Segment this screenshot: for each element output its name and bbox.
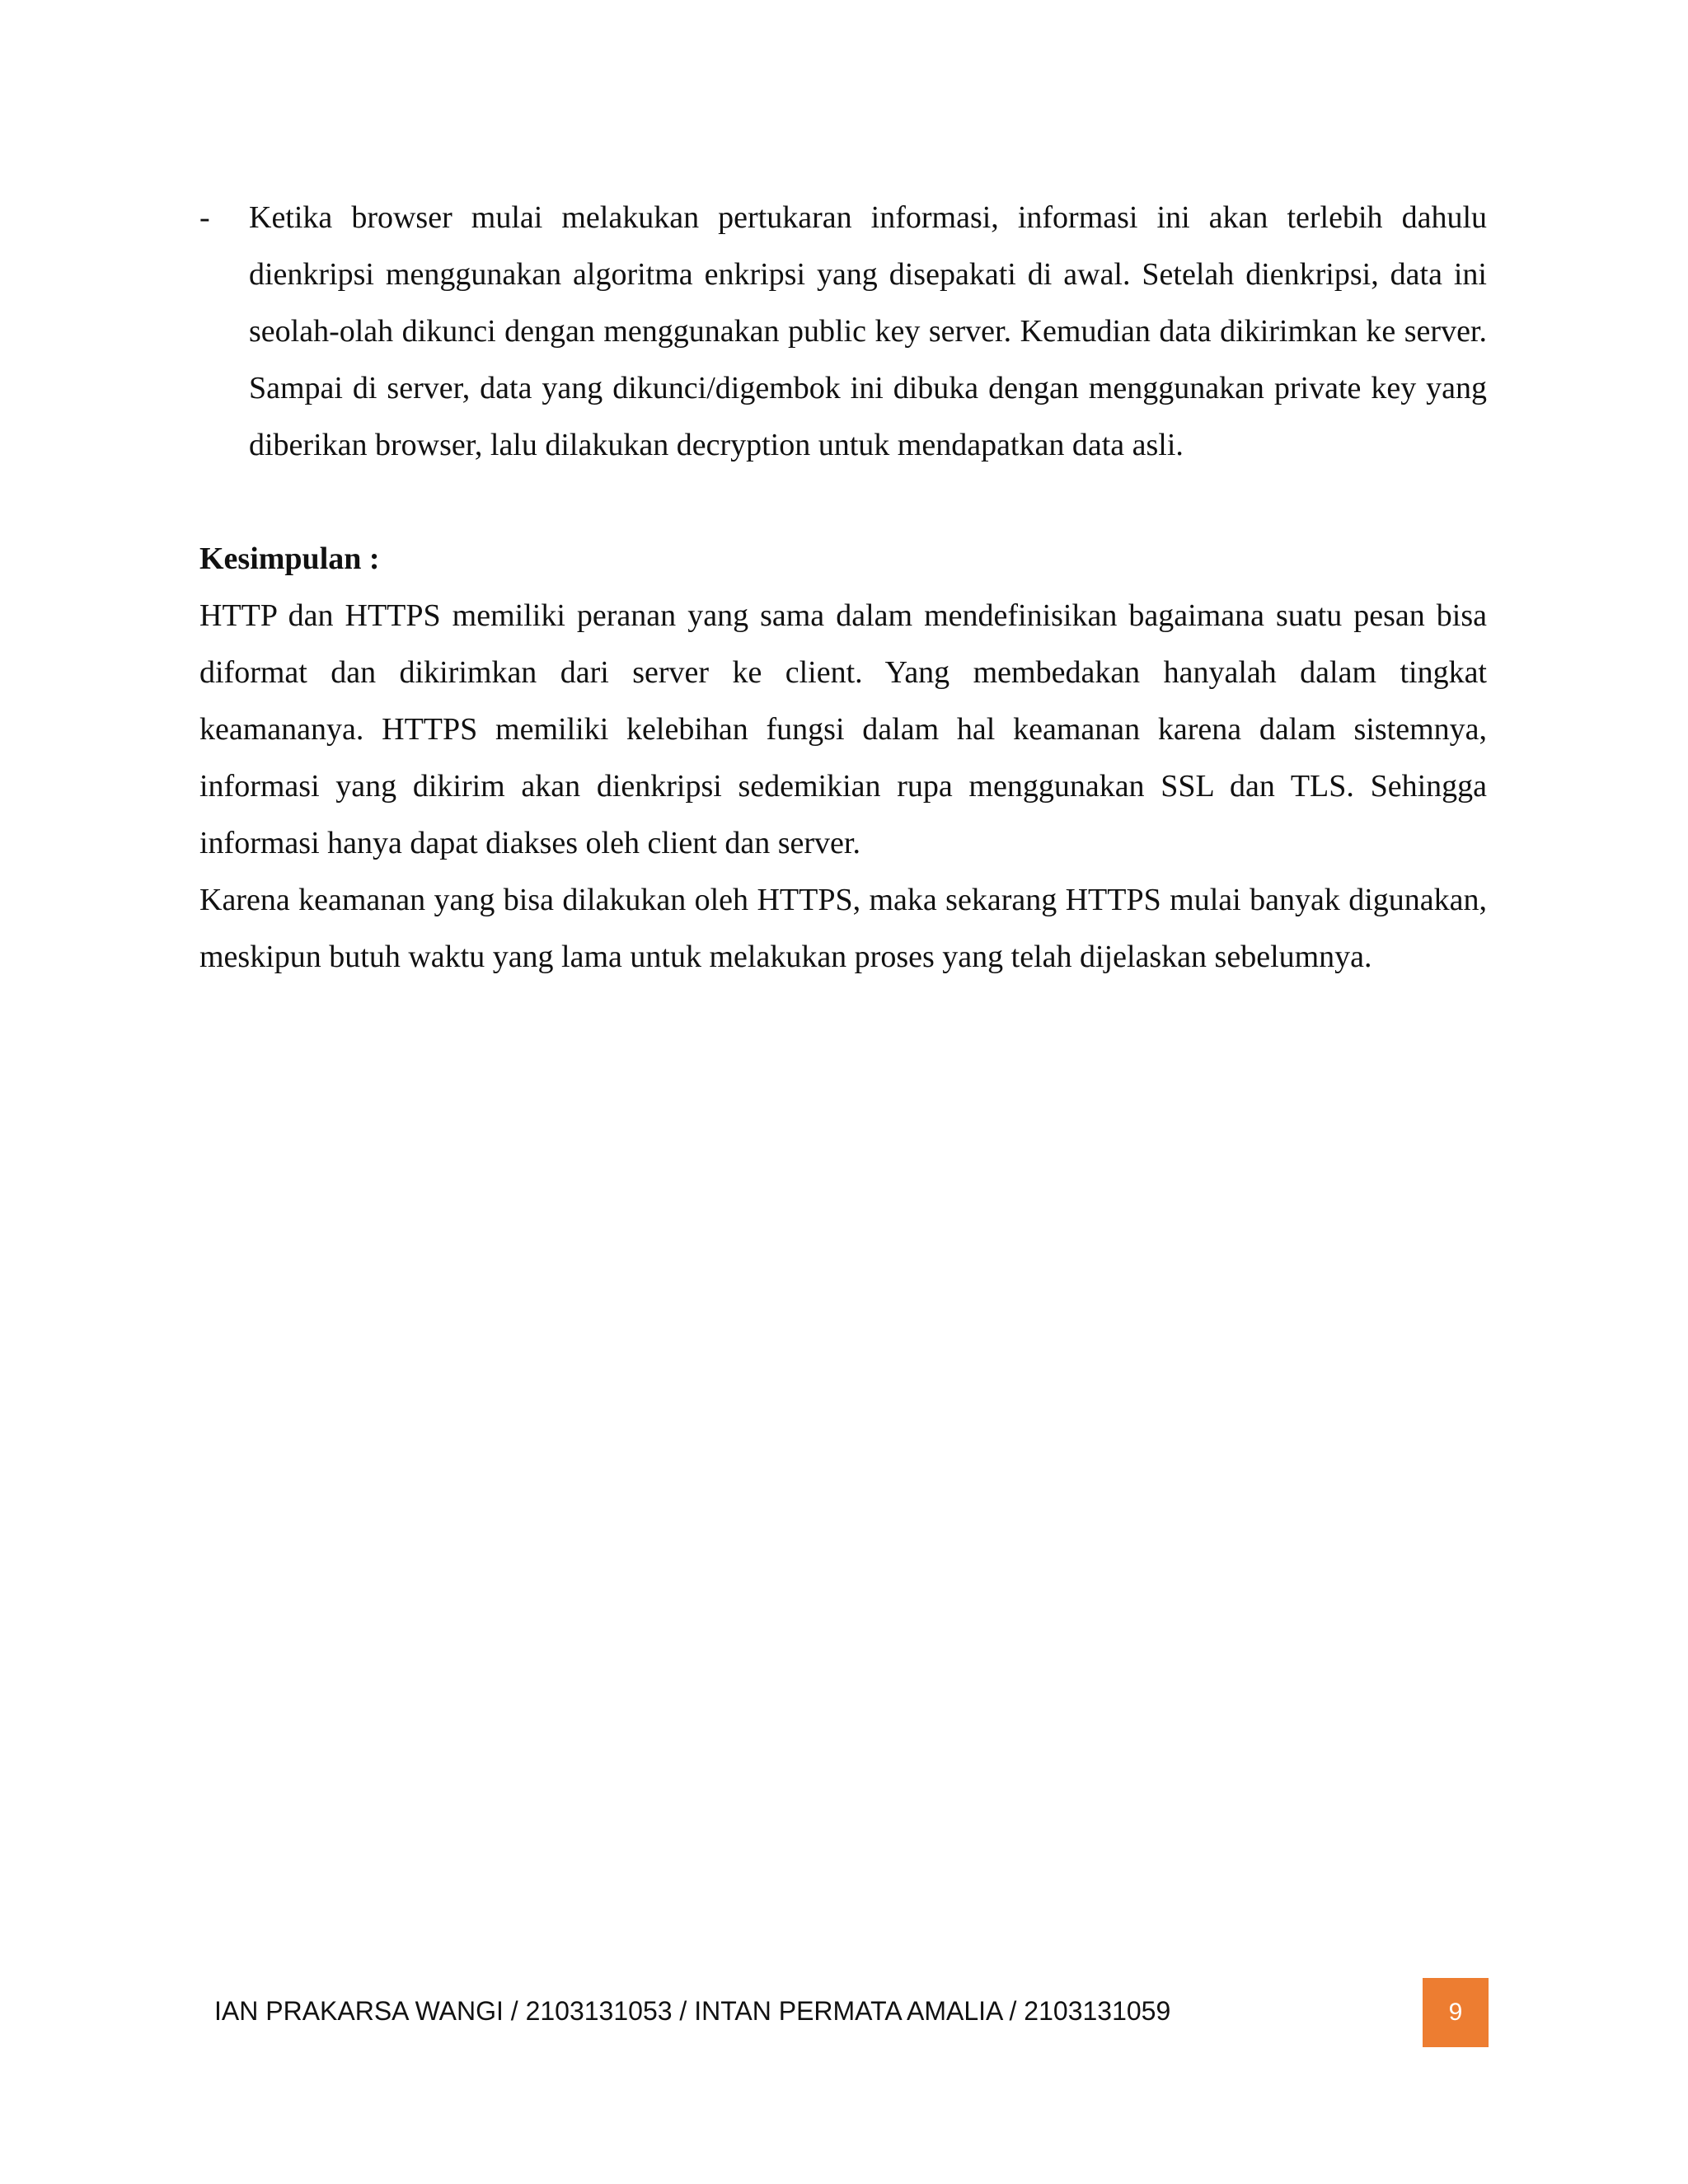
bullet-item bbox=[199, 190, 1487, 474]
page-number: 9 bbox=[1448, 1999, 1463, 2026]
conclusion-paragraph-2: Karena keamanan yang bisa dilakukan oleh HTTPS, maka sekarang HTTPS mulai banyak digunakan, meskipun butuh waktu yang lama untuk melakukan proses yang telah dijelaskan sebelumnya. bbox=[199, 883, 1487, 974]
page-content bbox=[199, 190, 1487, 986]
page-number-badge bbox=[1423, 1978, 1489, 2047]
conclusion-paragraph-1: HTTP dan HTTPS memiliki peranan yang sama dalam mendefinisikan bagaimana suatu pesan bisa diformat dan dikirimkan dari server ke client. Yang membedakan hanyalah dalam tingkat keamananya. HTTPS memiliki kelebihan fungsi dalam hal keamanan karena dalam sistemnya, informasi yang dikirim akan dienkripsi sedemikian rupa menggunakan SSL dan TLS. Sehingga informasi hanya dapat diakses oleh client dan server. bbox=[199, 598, 1487, 860]
footer-authors: IAN PRAKARSA WANGI / 2103131053 / INTAN PERMATA AMALIA / 2103131059 bbox=[214, 1996, 1171, 2026]
page-footer bbox=[0, 1978, 1688, 2052]
conclusion-heading: Kesimpulan : bbox=[199, 541, 380, 576]
bullet-marker: - bbox=[199, 200, 210, 235]
bullet-text: Ketika browser mulai melakukan pertukaran informasi, informasi ini akan terlebih dahulu dienkripsi menggunakan algoritma enkripsi yang disepakati di awal. Setelah dienkripsi, data ini seolah-olah dikunci dengan menggunakan public key server. Kemudian data dikirimkan ke server. Sampai di server, data yang dikunci/digembok ini dibuka dengan menggunakan private key yang diberikan browser, lalu dilakukan decryption untuk mendapatkan data asli. bbox=[249, 200, 1487, 462]
